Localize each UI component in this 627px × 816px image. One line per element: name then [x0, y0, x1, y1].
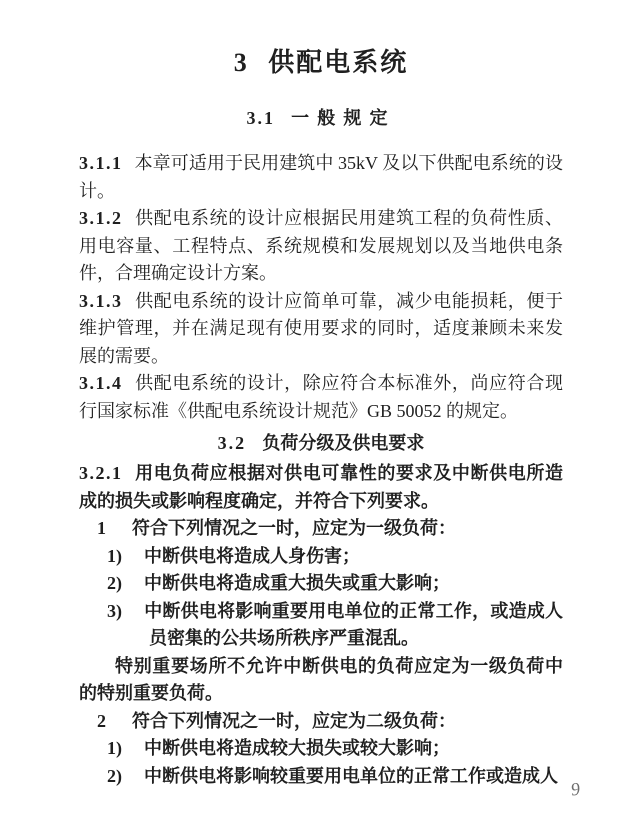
item-1-subitem-1 [79, 543, 563, 571]
chapter-number: 3 [233, 48, 249, 77]
section-3-2-body [79, 460, 563, 790]
chapter-heading [79, 46, 563, 80]
clause-3-2-1 [79, 460, 563, 515]
item-2-subitem-1 [79, 735, 563, 763]
item-1-subitem-1-number: 1) [107, 545, 122, 566]
section-3-1-heading [79, 106, 563, 130]
section-3-1-title: 一般规定 [291, 108, 396, 128]
item-1-subitem-3-number: 3) [107, 600, 122, 621]
item-1-subitem-3-text: 中断供电将影响重要用电单位的正常工作，或造成人员密集的公共场所秩序严重混乱。 [144, 600, 563, 648]
item-1 [79, 515, 563, 543]
item-1-note-text: 特别重要场所不允许中断供电的负荷应定为一级负荷中的特别重要负荷。 [79, 655, 563, 703]
clause-3-1-2 [79, 205, 563, 288]
clause-3-1-4-number: 3.1.4 [79, 373, 123, 393]
item-1-note [79, 653, 563, 708]
section-3-2-heading [79, 431, 563, 455]
clause-3-1-1-number: 3.1.1 [79, 153, 123, 173]
clause-3-1-4-text: 供配电系统的设计，除应符合本标准外，尚应符合现行国家标准《供配电系统设计规范》GB 50052 的规定。 [79, 373, 563, 421]
item-1-subitem-1-text: 中断供电将造成人身伤害； [144, 545, 360, 566]
clause-3-1-2-text: 供配电系统的设计应根据民用建筑工程的负荷性质、用电容量、工程特点、系统规模和发展规划以及当地供电条件，合理确定设计方案。 [79, 208, 563, 283]
clause-3-1-3 [79, 288, 563, 371]
clause-3-1-1-text: 本章可适用于民用建筑中 35kV 及以下供配电系统的设计。 [79, 153, 563, 201]
clause-3-2-1-text: 用电负荷应根据对供电可靠性的要求及中断供电所造成的损失或影响程度确定，并符合下列要求。 [79, 463, 563, 511]
item-2-text: 符合下列情况之一时，应定为二级负荷： [132, 710, 456, 731]
item-2-subitem-2-number: 2) [107, 765, 122, 786]
clause-3-2-1-number: 3.2.1 [79, 463, 123, 483]
item-2-subitem-1-number: 1) [107, 738, 122, 758]
chapter-title-text: 供配电系统 [268, 48, 409, 77]
item-2 [79, 708, 563, 736]
section-3-2-title: 负荷分级及供电要求 [262, 433, 425, 453]
item-2-subitem-2-text: 中断供电将影响较重要用电单位的正常工作或造成人 [144, 765, 558, 786]
item-1-number: 1 [97, 518, 106, 538]
clause-3-1-3-number: 3.1.3 [79, 290, 123, 311]
item-2-number: 2 [97, 710, 106, 731]
item-1-subitem-2 [79, 570, 563, 598]
item-1-subitem-3 [79, 598, 563, 653]
section-3-1-number: 3.1 [246, 108, 275, 128]
item-2-subitem-2 [79, 763, 563, 791]
clause-3-1-1 [79, 150, 563, 205]
item-1-subitem-2-text: 中断供电将造成重大损失或重大影响； [144, 573, 450, 593]
page-number: 9 [569, 778, 582, 800]
clause-3-1-4 [79, 370, 563, 425]
item-1-subitem-2-number: 2) [107, 573, 122, 593]
item-1-text: 符合下列情况之一时，应定为一级负荷： [132, 518, 456, 538]
section-3-1-body [79, 150, 563, 425]
section-3-2-number: 3.2 [217, 433, 247, 453]
item-2-subitem-1-text: 中断供电将造成较大损失或较大影响； [144, 738, 450, 758]
clause-3-1-2-number: 3.1.2 [79, 208, 123, 228]
clause-3-1-3-text: 供配电系统的设计应简单可靠，减少电能损耗，便于维护管理，并在满足现有使用要求的同时，适度兼顾未来发展的需要。 [79, 290, 563, 366]
